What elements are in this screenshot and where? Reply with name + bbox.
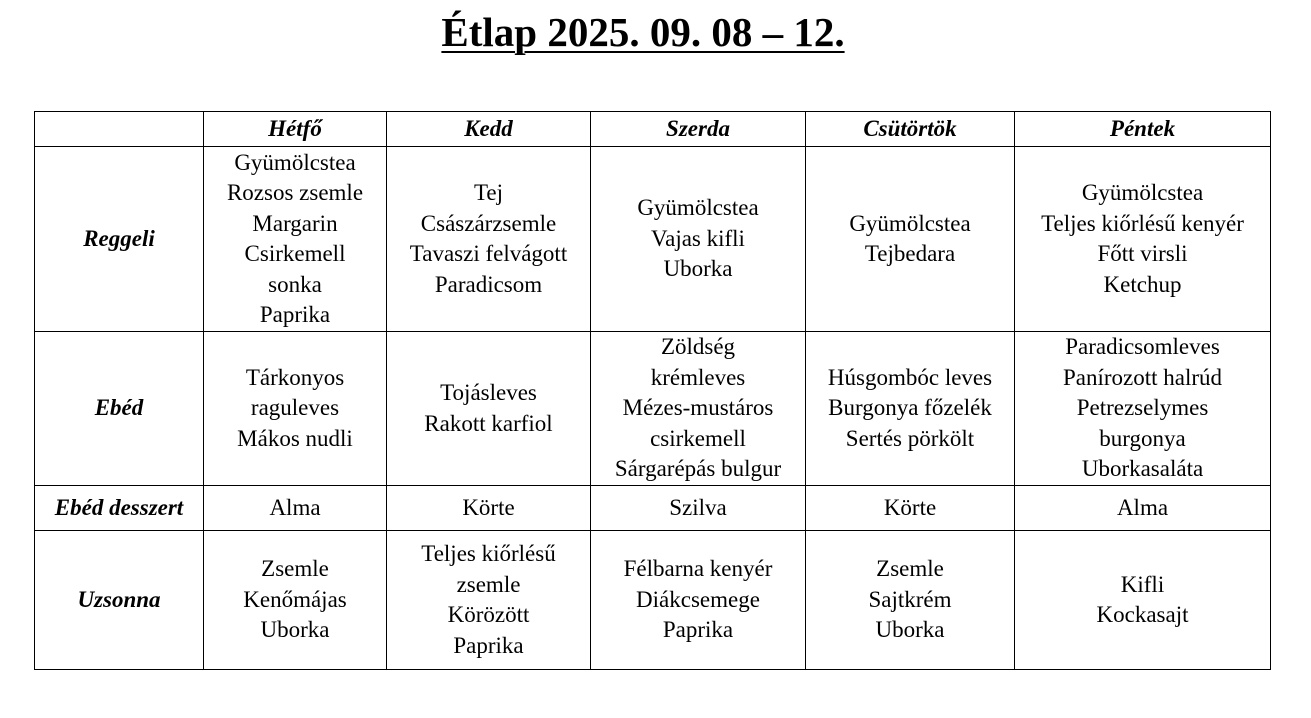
dish-line: Burgonya főzelék [828, 395, 992, 421]
menu-cell [204, 332, 387, 486]
dish-line: Tárkonyos [245, 364, 345, 390]
menu-cell [1015, 531, 1271, 670]
dish-line: Tej [473, 180, 504, 205]
dish-line: Sertés pörkölt [845, 425, 975, 451]
meal-row-ebed-desszert [35, 486, 1271, 531]
dish-line: sonka [268, 271, 322, 297]
dish-line: Margarin [252, 210, 338, 236]
dish-line: Szilva [669, 494, 727, 520]
dish-line: Zsemle [261, 556, 329, 582]
dish-line: Gyümölcstea [637, 195, 759, 221]
dish-line: Alma [1116, 494, 1169, 520]
dish-line: Körte [462, 494, 515, 520]
header-row [35, 112, 1271, 147]
dish-line: Körözött [447, 602, 530, 627]
menu-cell [806, 486, 1015, 531]
dish-line: Sajtkrém [868, 586, 952, 612]
dish-line: Sárgarépás bulgur [614, 456, 782, 482]
dish-line: Tojásleves [440, 380, 537, 405]
menu-cell [1015, 486, 1271, 531]
dish-line: Főtt virsli [1097, 241, 1188, 266]
meal-row-ebed [35, 332, 1271, 486]
meal-label: Uzsonna [35, 531, 204, 670]
dish-line: Paprika [259, 302, 331, 327]
dish-line: Paradicsom [434, 271, 543, 297]
menu-cell [591, 332, 806, 486]
dish-line: Uborka [260, 617, 330, 643]
dish-line: Diákcsemege [636, 586, 760, 612]
menu-cell [204, 147, 387, 332]
dish-line: Kenőmájas [243, 586, 347, 612]
dish-line: csirkemell [650, 425, 746, 451]
dish-line: burgonya [1099, 425, 1186, 451]
menu-cell [1015, 332, 1271, 486]
corner-cell [35, 112, 204, 147]
menu-cell [591, 147, 806, 332]
dish-line: Csirkemell [244, 241, 346, 266]
dish-line: Teljes kiőrlésű [421, 541, 556, 566]
dish-line: Mézes-mustáros [622, 395, 774, 421]
dish-line: Panírozott halrúd [1062, 364, 1223, 390]
dish-line: Uborka [875, 617, 945, 643]
dish-line: Rozsos zsemle [226, 180, 364, 205]
dish-line: Gyümölcstea [234, 149, 356, 175]
meal-label: Ebéd desszert [35, 486, 204, 531]
menu-cell [806, 531, 1015, 670]
menu-cell [387, 147, 591, 332]
dish-line: Kockasajt [1096, 602, 1189, 627]
dish-line: krémleves [650, 364, 746, 390]
dish-line: Uborka [663, 256, 733, 282]
menu-cell [387, 531, 591, 670]
menu-cell [591, 486, 806, 531]
day-header: Hétfő [204, 112, 387, 147]
menu-cell [806, 332, 1015, 486]
meal-label: Reggeli [35, 147, 204, 332]
menu-cell [591, 531, 806, 670]
dish-line: zsemle [456, 571, 521, 597]
menu-cell [387, 332, 591, 486]
dish-line: Gyümölcstea [1081, 180, 1204, 205]
dish-line: Kifli [1120, 571, 1165, 597]
dish-line: Félbarna kenyér [623, 556, 773, 582]
menu-cell [204, 486, 387, 531]
dish-line: Teljes kiőrlésű kenyér [1041, 210, 1244, 236]
dish-line: Rakott karfiol [424, 410, 553, 436]
dish-line: Zöldség [660, 334, 736, 360]
dish-line: Petrezselymes [1076, 395, 1209, 421]
dish-line: Húsgombóc leves [827, 364, 993, 390]
dish-line: Tejbedara [864, 241, 956, 266]
day-header: Péntek [1015, 112, 1271, 147]
day-header: Csütörtök [806, 112, 1015, 147]
dish-line: Paradicsomleves [1065, 334, 1220, 360]
meal-row-uzsonna [35, 531, 1271, 670]
menu-table [34, 111, 1271, 670]
dish-line: Császárzsemle [420, 210, 557, 236]
dish-line: raguleves [250, 395, 340, 421]
dish-line: Zsemle [876, 556, 944, 582]
meal-row-reggeli [35, 147, 1271, 332]
dish-line: Paprika [453, 632, 524, 658]
meal-label: Ebéd [35, 332, 204, 486]
dish-line: Gyümölcstea [849, 210, 971, 236]
day-header: Szerda [591, 112, 806, 147]
page-title: Étlap 2025. 09. 08 – 12. [441, 9, 845, 55]
menu-cell [806, 147, 1015, 332]
dish-line: Paprika [662, 617, 734, 643]
day-header: Kedd [387, 112, 591, 147]
dish-line: Körte [883, 494, 937, 520]
menu-cell [387, 486, 591, 531]
dish-line: Uborkasaláta [1081, 456, 1204, 482]
menu-cell [1015, 147, 1271, 332]
dish-line: Tavaszi felvágott [409, 241, 568, 266]
dish-line: Vajas kifli [651, 225, 745, 251]
dish-line: Ketchup [1103, 271, 1182, 297]
menu-cell [204, 531, 387, 670]
dish-line: Alma [269, 494, 321, 520]
dish-line: Mákos nudli [237, 425, 353, 451]
